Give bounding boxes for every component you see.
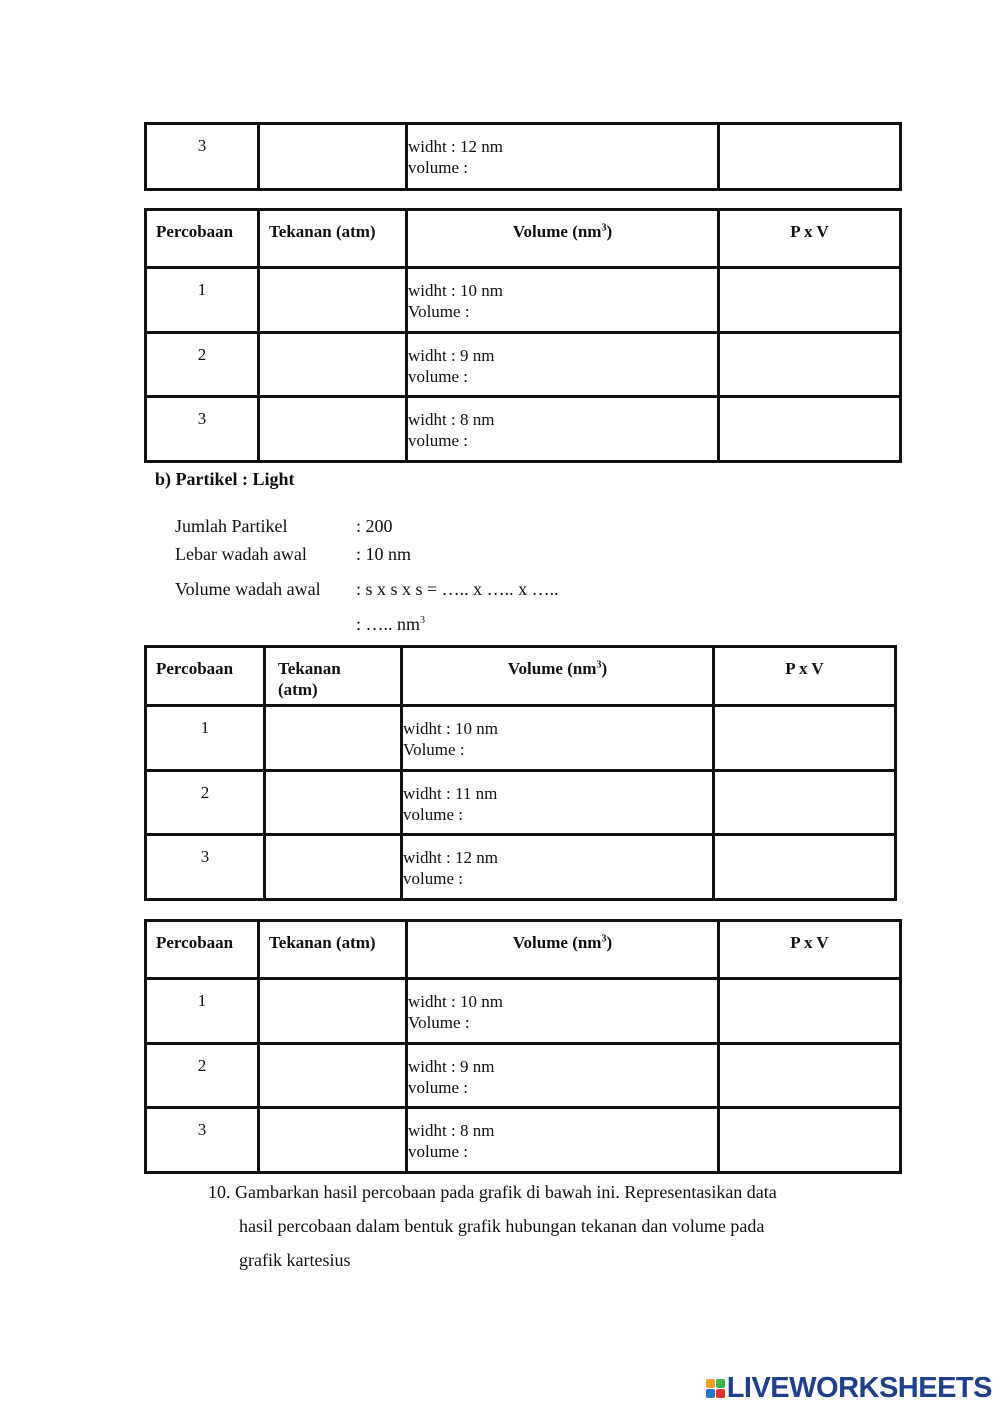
volume-cell: widht : 12 nm volume : <box>402 835 714 900</box>
table-row <box>146 397 901 462</box>
table-row <box>146 706 896 771</box>
question-10-line-3: grafik kartesius <box>239 1250 351 1270</box>
volume-label: Volume wadah awal <box>175 579 321 599</box>
pressure-cell <box>259 397 407 462</box>
table-header-row <box>146 210 901 268</box>
pxv-cell <box>719 397 901 462</box>
section-b-heading: b) Partikel : Light <box>155 469 295 489</box>
logo-text: LIVEWORKSHEETS <box>726 1372 992 1404</box>
table-row <box>146 124 901 190</box>
question-10-line-1: 10. Gambarkan hasil percobaan pada grafik di bawah ini. Representasikan data <box>208 1182 777 1202</box>
trial-number: 1 <box>146 706 265 771</box>
pxv-cell <box>719 268 901 333</box>
volume-text: volume : <box>408 158 468 177</box>
volume-value: : s x s x s = ….. x ….. x ….. <box>356 579 559 599</box>
header-pxv: P x V <box>714 647 896 706</box>
trial-number: 3 <box>146 835 265 900</box>
table-header-row <box>146 647 896 706</box>
header-tekanan: Tekanan (atm) <box>259 921 407 979</box>
table-row <box>146 268 901 333</box>
table-heavy-decrease <box>144 208 902 463</box>
pressure-cell <box>259 124 407 190</box>
jumlah-value: : 200 <box>356 516 393 536</box>
table-light-decrease <box>144 919 902 1174</box>
pxv-cell <box>714 771 896 835</box>
logo-square <box>706 1379 715 1388</box>
trial-number: 3 <box>146 1108 259 1173</box>
header-volume: Volume $(nm^3)$ <box>402 647 714 706</box>
volume-cell: widht : 10 nm Volume : <box>402 706 714 771</box>
trial-number: 1 <box>146 268 259 333</box>
pressure-cell <box>259 1108 407 1173</box>
volume-cell: widht : 9 nm volume : <box>407 333 719 397</box>
table-continued <box>144 122 902 191</box>
volume-cell <box>407 124 719 190</box>
volume-cell: widht : 8 nm volume : <box>407 397 719 462</box>
header-tekanan: Tekanan (atm) <box>265 647 402 706</box>
header-percobaan: Percobaan <box>146 647 265 706</box>
question-10 <box>208 1175 868 1277</box>
pressure-cell <box>259 1044 407 1108</box>
trial-number: 3 <box>146 124 259 190</box>
logo-mark-icon <box>706 1379 725 1398</box>
pxv-cell <box>719 1044 901 1108</box>
header-pxv: P x V <box>719 921 901 979</box>
pxv-cell <box>719 333 901 397</box>
pxv-cell <box>719 124 901 190</box>
header-pxv: P x V <box>719 210 901 268</box>
pxv-cell <box>714 706 896 771</box>
pressure-cell <box>259 979 407 1044</box>
pxv-cell <box>714 835 896 900</box>
header-volume: Volume $(nm^3)$ <box>407 921 719 979</box>
width-text: widht : 12 nm <box>408 137 503 156</box>
header-tekanan: Tekanan (atm) <box>259 210 407 268</box>
question-10-line-2: hasil percobaan dalam bentuk grafik hubungan tekanan dan volume pada <box>239 1216 765 1236</box>
volume-cell: widht : 10 nm Volume : <box>407 268 719 333</box>
trial-number: 2 <box>146 771 265 835</box>
jumlah-label: Jumlah Partikel <box>175 516 288 536</box>
trial-number: 2 <box>146 333 259 397</box>
volume-cell: widht : 9 nm volume : <box>407 1044 719 1108</box>
trial-number: 1 <box>146 979 259 1044</box>
header-volume: Volume $(nm^3)$ <box>407 210 719 268</box>
volume-cell: widht : 11 nm volume : <box>402 771 714 835</box>
logo-square <box>716 1389 725 1398</box>
trial-number: 2 <box>146 1044 259 1108</box>
header-percobaan: Percobaan <box>146 921 259 979</box>
logo-square <box>706 1389 715 1398</box>
liveworksheets-logo <box>706 1372 992 1405</box>
table-row <box>146 1044 901 1108</box>
trial-number: 3 <box>146 397 259 462</box>
pxv-cell <box>719 1108 901 1173</box>
pxv-cell <box>719 979 901 1044</box>
table-row <box>146 979 901 1044</box>
table-row <box>146 1108 901 1173</box>
volume-cell: widht : 8 nm volume : <box>407 1108 719 1173</box>
pressure-cell <box>265 771 402 835</box>
lebar-label: Lebar wadah awal <box>175 544 307 564</box>
pressure-cell <box>265 706 402 771</box>
table-row <box>146 333 901 397</box>
pressure-cell <box>259 268 407 333</box>
table-row <box>146 771 896 835</box>
header-percobaan: Percobaan <box>146 210 259 268</box>
lebar-value: : 10 nm <box>356 544 412 564</box>
pressure-cell <box>265 835 402 900</box>
pressure-cell <box>259 333 407 397</box>
logo-square <box>716 1379 725 1388</box>
volume-result: : ….. $nm^3$ <box>356 614 426 634</box>
table-row <box>146 835 896 900</box>
table-light-increase <box>144 645 897 901</box>
volume-cell: widht : 10 nm Volume : <box>407 979 719 1044</box>
table-header-row <box>146 921 901 979</box>
